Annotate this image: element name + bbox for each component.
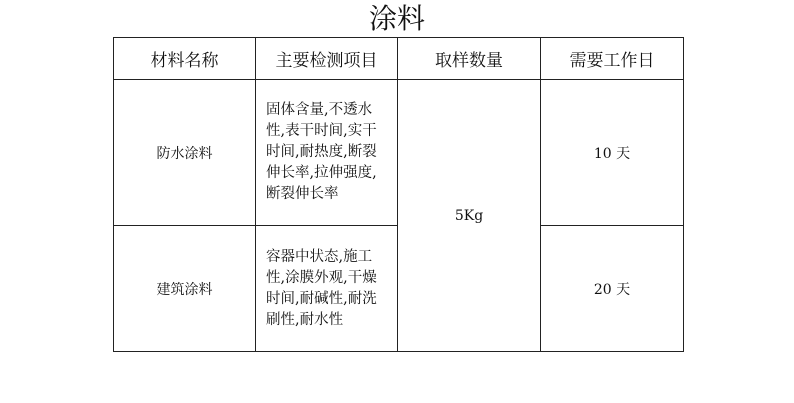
test-items-cell: 固体含量,不透水性,表干时间,实干时间,耐热度,断裂伸长率,拉伸强度,断裂伸长率 (256, 80, 398, 226)
working-days-cell: 20 天 (541, 226, 684, 352)
header-working-days: 需要工作日 (541, 38, 684, 80)
test-items-cell: 容器中状态,施工性,涂膜外观,干燥时间,耐碱性,耐洗刷性,耐水性 (256, 226, 398, 352)
table-row (114, 80, 684, 226)
testing-spec-table (113, 37, 684, 352)
sample-quantity-cell: 5Kg (398, 80, 541, 352)
header-sample-quantity: 取样数量 (398, 38, 541, 80)
header-test-items: 主要检测项目 (256, 38, 398, 80)
header-material-name: 材料名称 (114, 38, 256, 80)
material-name-cell: 建筑涂料 (114, 226, 256, 352)
page-title: 涂料 (368, 2, 425, 35)
table-header-row (114, 38, 684, 80)
working-days-cell: 10 天 (541, 80, 684, 226)
material-name-cell: 防水涂料 (114, 80, 256, 226)
